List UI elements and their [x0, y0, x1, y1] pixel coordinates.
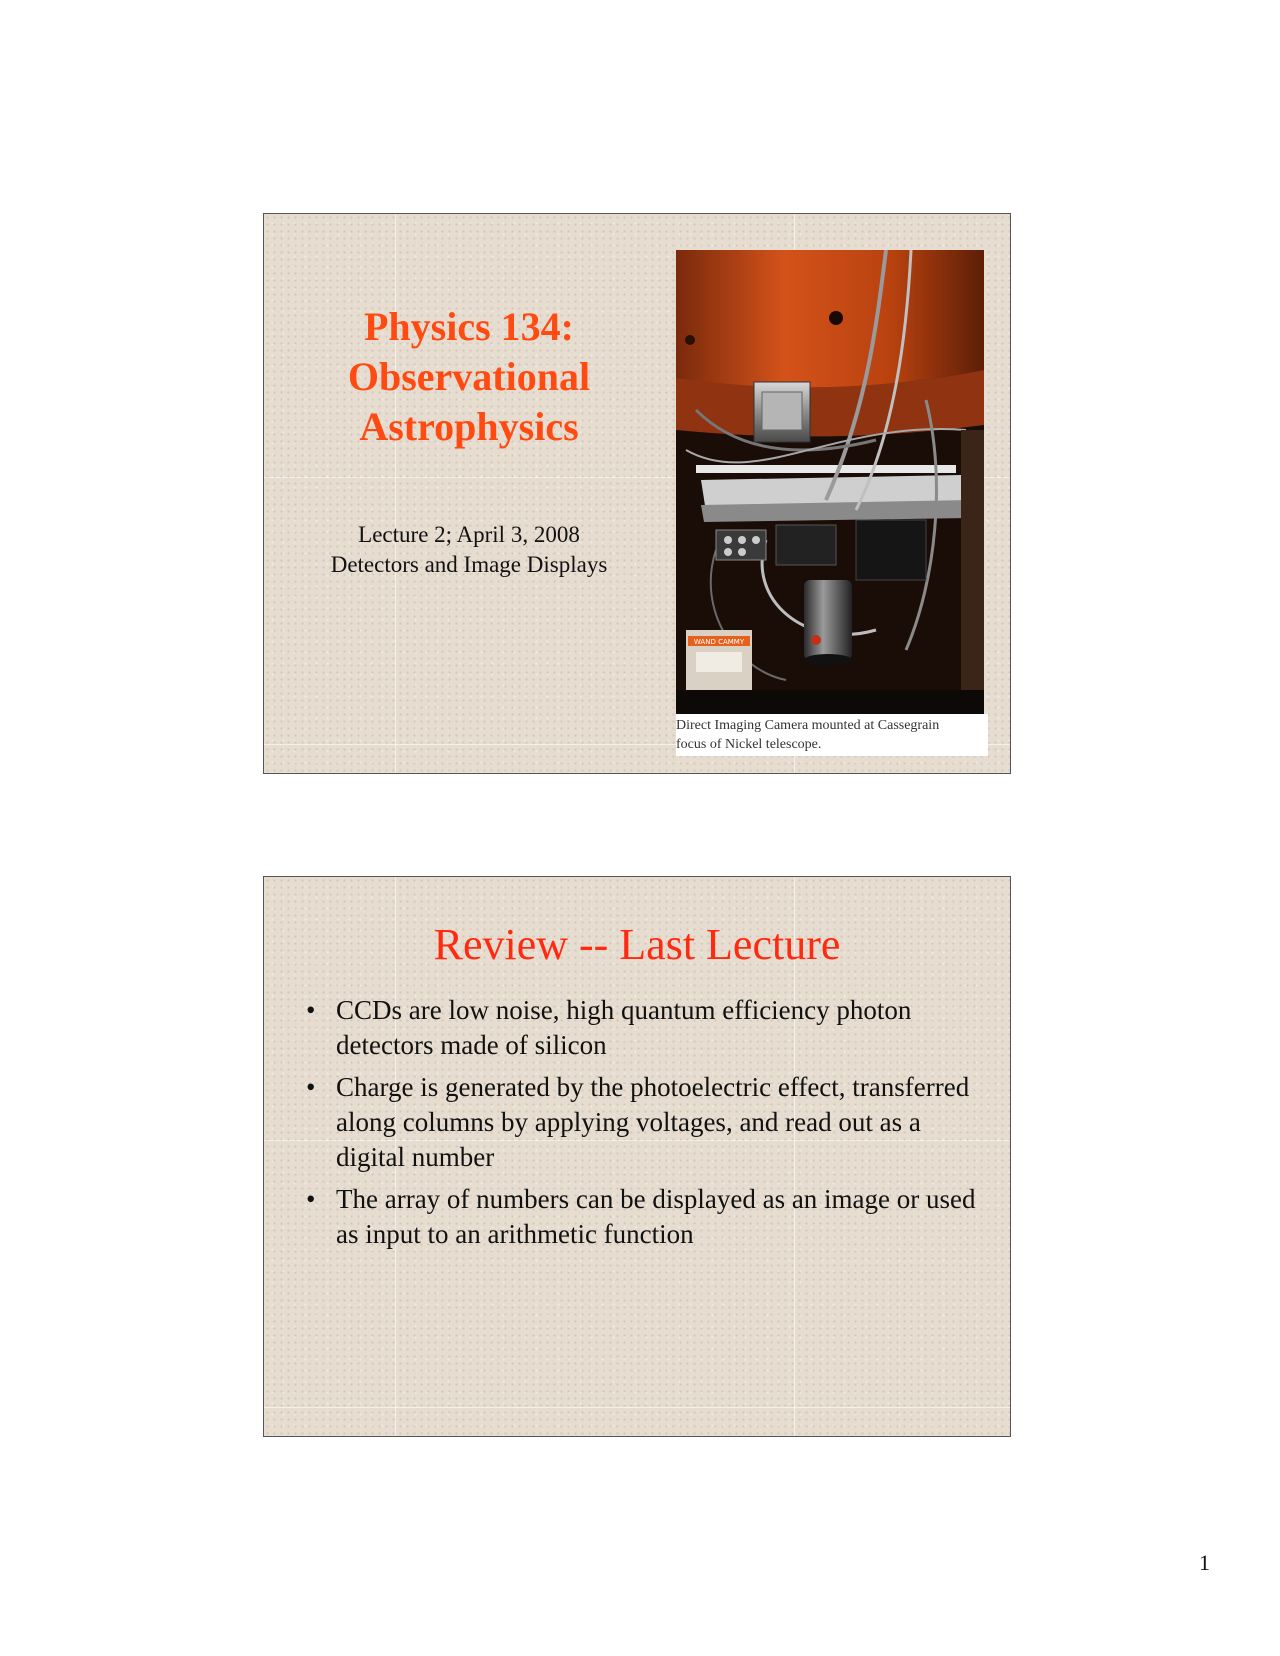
bullet-marker: •: [306, 995, 316, 1025]
slide-1-title: [304, 302, 634, 452]
telescope-camera-photo: [676, 250, 984, 714]
slide-2-title: Review -- Last Lecture: [433, 920, 841, 969]
bullet-marker: •: [306, 1184, 316, 1214]
bullet-text: Charge is generated by the photoelectric effect, transferred along columns by applying voltages, and read out as a digital number: [336, 1072, 970, 1172]
title-line-1: Physics 134:: [364, 304, 574, 349]
slide-2: [263, 876, 1011, 1437]
slide-1-subtitle: [294, 520, 644, 580]
bullet-marker: •: [306, 1072, 316, 1102]
subtitle-line-1: Lecture 2; April 3, 2008: [358, 522, 580, 547]
bullet-item: [306, 1070, 986, 1175]
title-line-3: Astrophysics: [359, 404, 579, 449]
bullet-text: The array of numbers can be displayed as an image or used as input to an arithmetic function: [336, 1184, 976, 1249]
telescope-camera-illustration: [676, 250, 984, 714]
caption-line-2: focus of Nickel telescope.: [676, 737, 822, 752]
photo-label-text: WAND CAMMY: [693, 638, 745, 646]
page-number: 1: [1199, 1550, 1210, 1575]
bullet-item: [306, 1182, 986, 1252]
title-line-2: Observational: [347, 354, 591, 399]
subtitle-line-2: Detectors and Image Displays: [330, 552, 608, 577]
slide-1: [263, 213, 1011, 774]
bullet-list: [306, 993, 986, 1259]
photo-caption: [676, 714, 988, 756]
caption-line-1: Direct Imaging Camera mounted at Cassegrain: [676, 718, 940, 733]
bullet-item: [306, 993, 986, 1063]
bullet-text: CCDs are low noise, high quantum efficiency photon detectors made of silicon: [336, 995, 912, 1060]
